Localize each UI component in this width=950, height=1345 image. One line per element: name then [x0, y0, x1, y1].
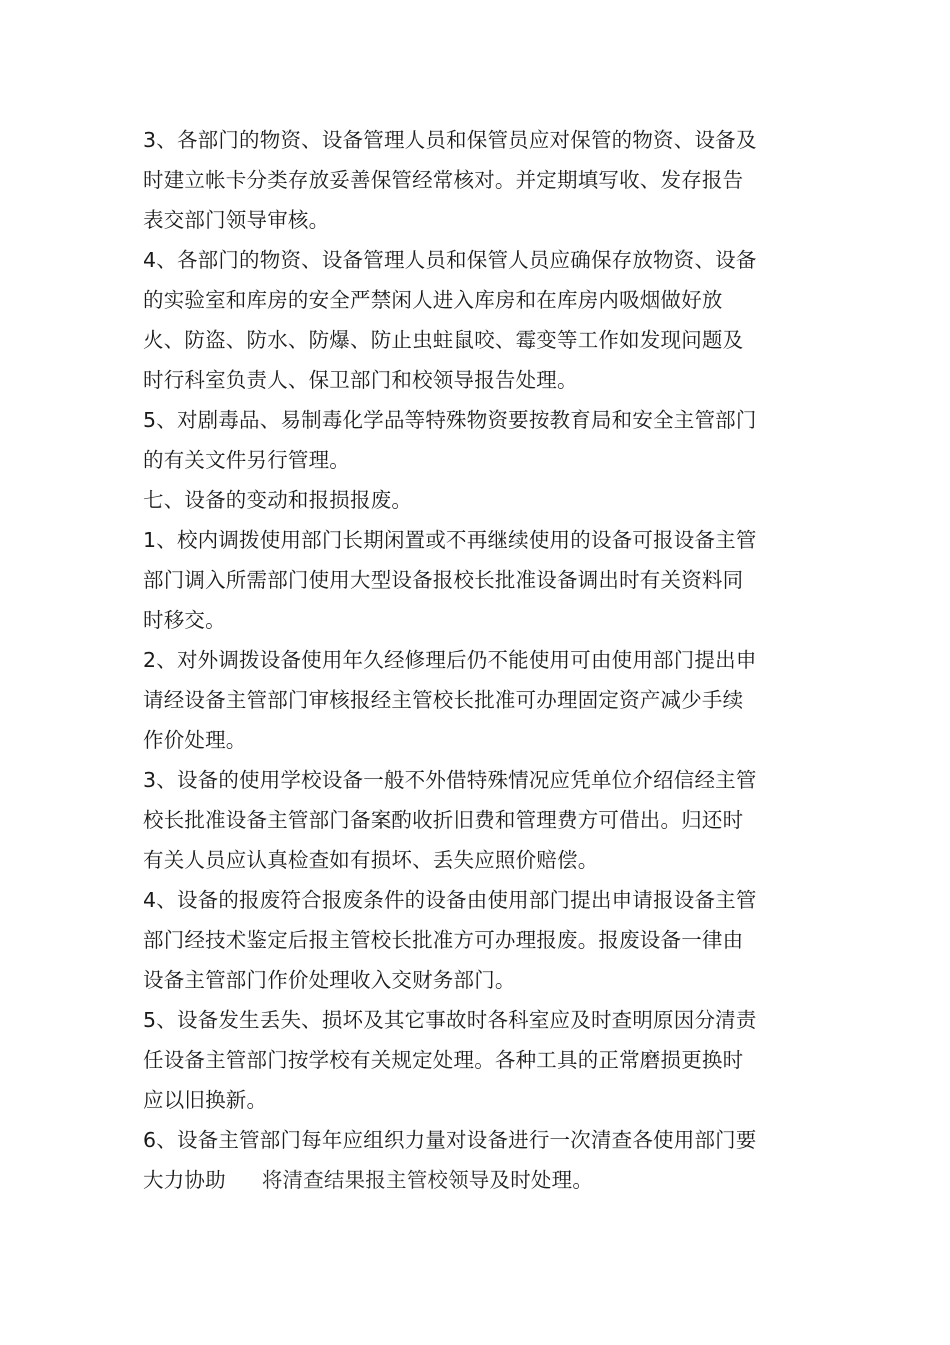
text-line: 校长批准设备主管部门备案酌收折旧费和管理费方可借出。归还时: [143, 808, 744, 832]
text-line: 部门经技术鉴定后报主管校长批准方可办理报废。报废设备一律由: [143, 928, 744, 952]
last-text-line: [143, 1165, 783, 1195]
text-line: 时行科室负责人、保卫部门和校领导报告处理。: [143, 368, 578, 392]
text-line: 有关人员应认真检查如有损坏、丢失应照价赔偿。: [143, 848, 599, 872]
text-line: 应以旧换新。: [143, 1088, 268, 1112]
text-line: 的实验室和库房的安全严禁闲人进入库房和在库房内吸烟做好放: [143, 288, 723, 312]
text-line: 5、设备发生丢失、损坏及其它事故时各科室应及时查明原因分清责: [143, 1008, 757, 1032]
last-line-part-2: 将清查结果报主管校领导: [261, 1168, 490, 1192]
text-line: 1、校内调拨使用部门长期闲置或不再继续使用的设备可报设备主管: [143, 528, 757, 552]
text-line: 设备主管部门作价处理收入交财务部门。: [143, 968, 516, 992]
text-line: 时建立帐卡分类存放妥善保管经常核对。并定期填写收、发存报告: [143, 168, 744, 192]
text-line: 2、对外调拨设备使用年久经修理后仍不能使用可由使用部门提出申: [143, 648, 757, 672]
text-line: 火、防盗、防水、防爆、防止虫蛀鼠咬、霉变等工作如发现问题及: [143, 328, 744, 352]
last-line-part-1: 大力协助: [143, 1168, 226, 1192]
text-line: 请经设备主管部门审核报经主管校长批准可办理固定资产减少手续: [143, 688, 744, 712]
text-line: 任设备主管部门按学校有关规定处理。各种工具的正常磨损更换时: [143, 1048, 744, 1072]
text-line: 3、设备的使用学校设备一般不外借特殊情况应凭单位介绍信经主管: [143, 768, 757, 792]
text-line: 部门调入所需部门使用大型设备报校长批准设备调出时有关资料同: [143, 568, 744, 592]
text-line: 时移交。: [143, 608, 226, 632]
text-line: 表交部门领导审核。: [143, 208, 330, 232]
text-line: 6、设备主管部门每年应组织力量对设备进行一次清查各使用部门要: [143, 1128, 757, 1152]
text-line: 4、各部门的物资、设备管理人员和保管人员应确保存放物资、设备: [143, 248, 757, 272]
section-heading: 七、设备的变动和报损报废。: [143, 488, 413, 512]
text-line: 3、各部门的物资、设备管理人员和保管员应对保管的物资、设备及: [143, 128, 757, 152]
text-line: 4、设备的报废符合报废条件的设备由使用部门提出申请报设备主管: [143, 888, 757, 912]
text-line: 的有关文件另行管理。: [143, 448, 350, 472]
text-line: 作价处理。: [143, 728, 247, 752]
last-line-part-3: 及时处理。: [489, 1168, 594, 1192]
text-line: 5、对剧毒品、易制毒化学品等特殊物资要按教育局和安全主管部门: [143, 408, 757, 432]
